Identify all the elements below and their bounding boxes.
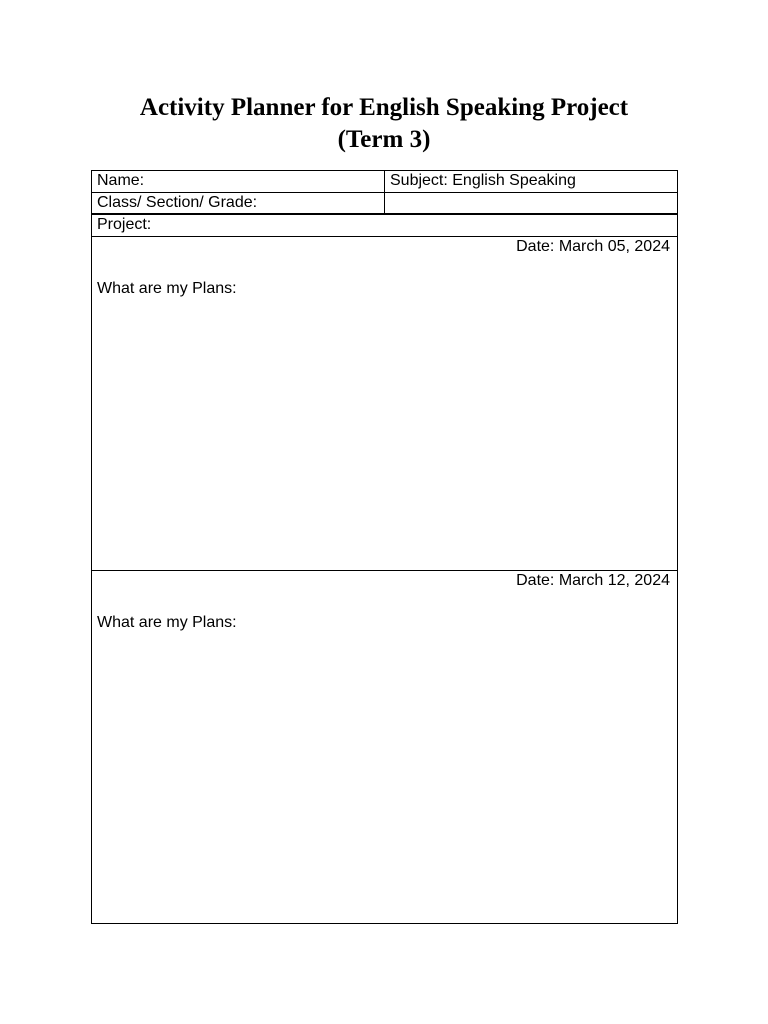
class-value-field[interactable] <box>385 193 677 213</box>
class-row <box>92 193 677 215</box>
project-label: Project: <box>97 216 152 233</box>
subject-label: Subject: English Speaking <box>390 172 576 189</box>
class-section-grade-label: Class/ Section/ Grade: <box>97 194 258 211</box>
subject-field[interactable] <box>385 171 677 192</box>
page-title <box>0 92 768 156</box>
entry-1-date: Date: March 05, 2024 <box>516 238 670 255</box>
entry-1-plans-label: What are my Plans: <box>97 280 237 297</box>
name-field[interactable] <box>92 171 385 192</box>
class-section-grade-field[interactable] <box>92 193 385 213</box>
plan-entry-1[interactable] <box>92 237 677 571</box>
planner-table <box>91 170 678 924</box>
title-line-2: (Term 3) <box>337 126 431 153</box>
name-label: Name: <box>97 172 145 189</box>
name-subject-row <box>92 171 677 193</box>
entry-2-plans-label: What are my Plans: <box>97 614 237 631</box>
plan-entry-2[interactable] <box>92 571 677 923</box>
project-field[interactable] <box>92 215 677 236</box>
entry-2-date: Date: March 12, 2024 <box>516 572 670 589</box>
title-line-1: Activity Planner for English Speaking Project <box>139 94 629 121</box>
project-row <box>92 215 677 237</box>
